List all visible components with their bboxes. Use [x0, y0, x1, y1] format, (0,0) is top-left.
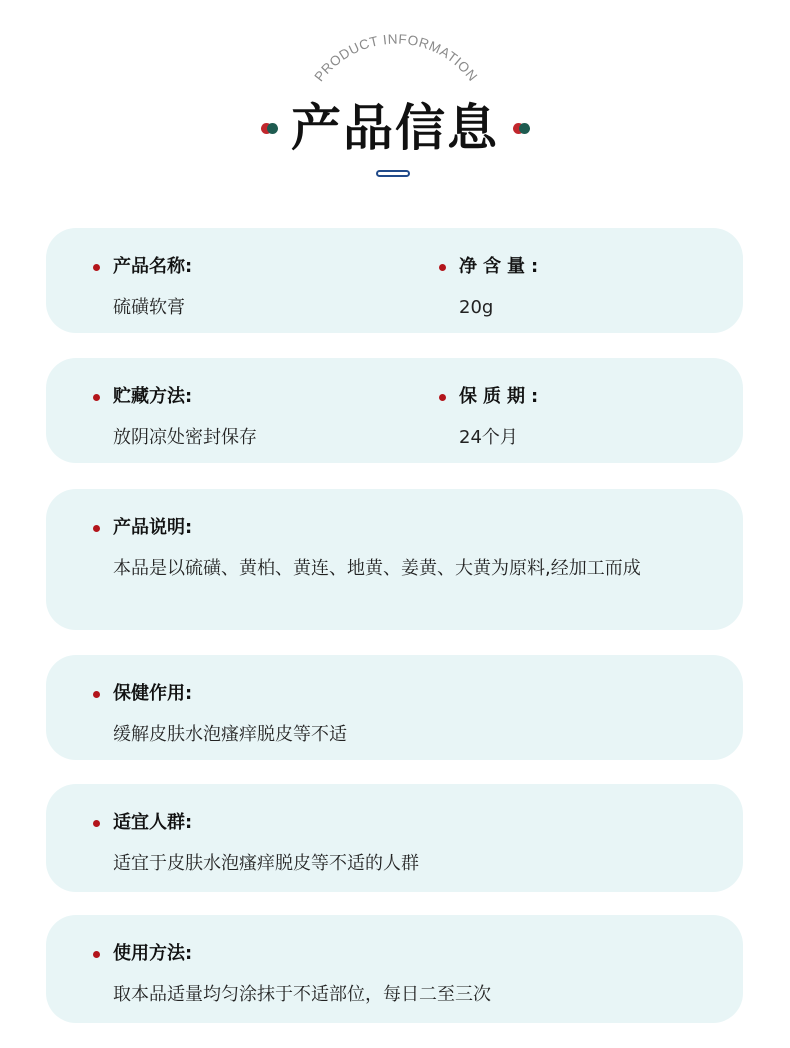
card-description	[46, 489, 743, 630]
product-name-label: 产品名称:	[113, 256, 193, 277]
shelf-life-value: 24个月	[459, 427, 518, 448]
audience-value: 适宜于皮肤水泡瘙痒脱皮等不适的人群	[113, 853, 419, 874]
description-label: 产品说明:	[113, 517, 193, 538]
card-storage-shelf	[46, 358, 743, 463]
card-name-net	[46, 228, 743, 333]
storage-value: 放阴凉处密封保存	[113, 427, 257, 448]
function-value: 缓解皮肤水泡瘙痒脱皮等不适	[113, 724, 347, 745]
page-title: 产品信息	[291, 99, 499, 157]
audience-label: 适宜人群:	[113, 812, 193, 833]
bullet-icon	[93, 820, 100, 827]
usage-value: 取本品适量均匀涂抹于不适部位，每日二至三次	[113, 984, 491, 1005]
card-function	[46, 655, 743, 760]
deco-dots-right	[513, 123, 533, 135]
pill-decoration	[376, 170, 410, 177]
card-usage	[46, 915, 743, 1023]
bullet-icon	[93, 394, 100, 401]
card-audience	[46, 784, 743, 892]
net-content-value: 20g	[459, 297, 494, 318]
function-label: 保健作用:	[113, 683, 193, 704]
bullet-icon	[439, 394, 446, 401]
shelf-life-label: 保质期:	[459, 386, 545, 407]
bullet-icon	[439, 264, 446, 271]
header	[0, 0, 790, 200]
bullet-icon	[93, 691, 100, 698]
net-content-label: 净含量:	[459, 256, 545, 277]
storage-label: 贮藏方法:	[113, 386, 193, 407]
bullet-icon	[93, 951, 100, 958]
product-name-value: 硫磺软膏	[113, 297, 185, 318]
description-value: 本品是以硫磺、黄柏、黄连、地黄、姜黄、大黄为原料,经加工而成	[113, 558, 641, 579]
usage-label: 使用方法:	[113, 943, 193, 964]
subtitle-en: PRODUCT INFORMATION	[311, 31, 481, 85]
bullet-icon	[93, 264, 100, 271]
bullet-icon	[93, 525, 100, 532]
